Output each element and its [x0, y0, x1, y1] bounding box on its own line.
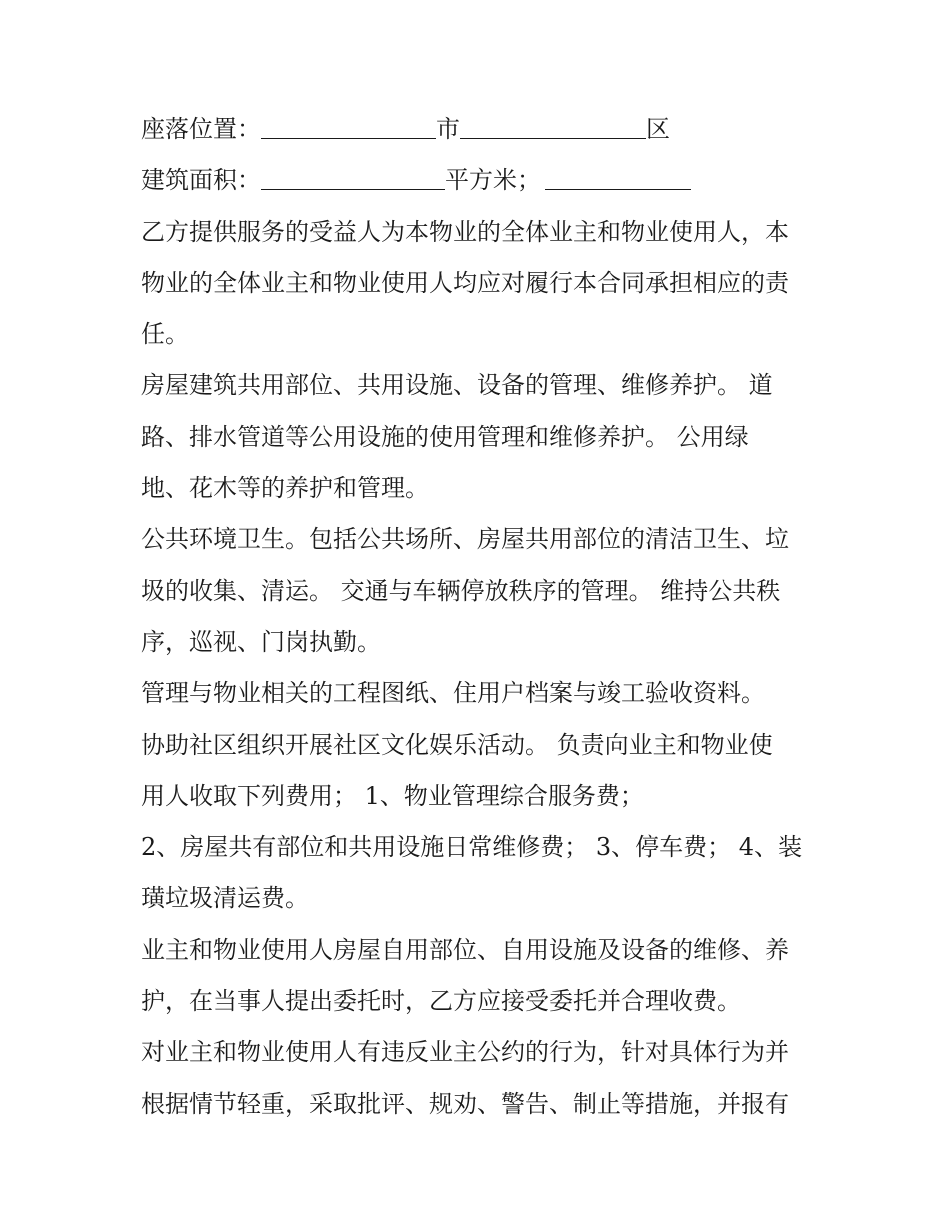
extra-blank [545, 167, 691, 190]
area-label: 建筑面积： [141, 166, 261, 195]
text-line: 璜垃圾清运费。 [141, 884, 309, 913]
text-line: 2、房屋共有部位和共用设施日常维修费； 3、停车费； 4、装 [141, 833, 803, 862]
location-label: 座落位置： [141, 115, 261, 143]
text-line: 根据情节轻重，采取批评、规劝、警告、制止等措施，并报有 [141, 1089, 789, 1118]
area-blank [261, 167, 445, 190]
text-line: 任。 [141, 320, 189, 349]
city-blank [261, 116, 436, 139]
text-line: 乙方提供服务的受益人为本物业的全体业主和物业使用人，本 [141, 217, 789, 246]
area-line [141, 155, 821, 206]
text-line: 协助社区组织开展社区文化娱乐活动。 负责向业主和物业使 [141, 730, 773, 759]
contract-text [141, 104, 821, 1130]
text-line: 序，巡视、门岗执勤。 [141, 627, 381, 656]
text-line: 房屋建筑共用部位、共用设施、设备的管理、维修养护。 道 [141, 371, 773, 400]
text-line: 护，在当事人提出委托时，乙方应接受委托并合理收费。 [141, 987, 741, 1016]
text-line: 公共环境卫生。包括公共场所、房屋共用部位的清洁卫生、垃 [141, 525, 789, 554]
text-line: 圾的收集、清运。 交通与车辆停放秩序的管理。 维持公共秩 [141, 576, 781, 605]
location-line [141, 104, 821, 155]
text-line: 路、排水管道等公用设施的使用管理和维修养护。 公用绿 [141, 422, 749, 451]
text-line: 业主和物业使用人房屋自用部位、自用设施及设备的维修、养 [141, 935, 789, 964]
district-unit: 区 [646, 115, 670, 143]
text-line: 管理与物业相关的工程图纸、住用户档案与竣工验收资料。 [141, 679, 765, 708]
text-line: 地、花木等的养护和管理。 [141, 474, 429, 503]
text-line: 物业的全体业主和物业使用人均应对履行本合同承担相应的责 [141, 268, 789, 297]
area-unit: 平方米； [445, 166, 541, 195]
city-unit: 市 [436, 115, 460, 143]
district-blank [460, 116, 646, 139]
text-line: 用人收取下列费用； 1、物业管理综合服务费； [141, 781, 644, 810]
text-line: 对业主和物业使用人有违反业主公约的行为，针对具体行为并 [141, 1038, 789, 1067]
